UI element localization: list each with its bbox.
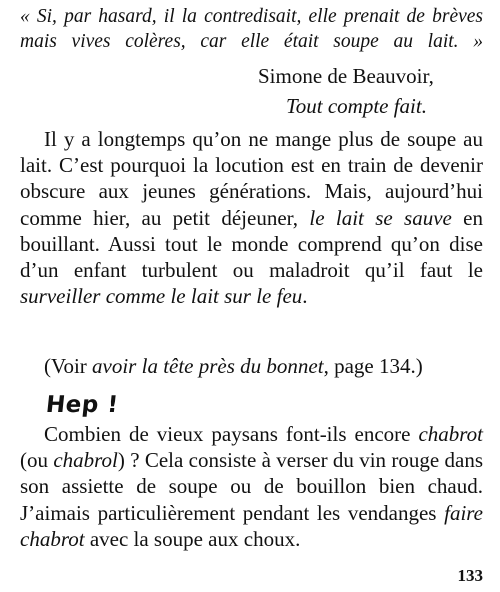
page-number: 133 bbox=[457, 566, 483, 585]
see-also-open: (Voir bbox=[44, 354, 93, 378]
paragraph-text: avec la soupe aux choux. bbox=[84, 526, 301, 551]
paragraph-text: ) ? Cela consiste à verser du vin rouge dans son assiette de soupe ou de bouillon bien chaud. J’aimais particulièrement pendant les vendanges bbox=[20, 448, 484, 525]
epigraph-quote: « Si, par hasard, il la contredisait, elle prenait de brèves mais vives colères, car elle était soupe au lait. » bbox=[20, 6, 483, 52]
epigraph-work: Tout compte fait. bbox=[286, 94, 427, 118]
paragraph-text: en bouillant. Aussi tout le monde comprend qu’on dise d’un enfant turbulent ou maladroit qu’il faut le bbox=[20, 205, 483, 283]
paragraph-soupe-au-lait bbox=[20, 126, 483, 309]
paragraph-text: (ou bbox=[20, 448, 54, 473]
italic-term: chabrol bbox=[53, 448, 118, 473]
see-also-reference bbox=[44, 353, 484, 379]
see-also-title: avoir la tête près du bonnet bbox=[92, 354, 324, 378]
italic-phrase: le lait se sauve bbox=[309, 205, 452, 230]
paragraph-text: Combien de vieux paysans font-ils encore bbox=[44, 422, 419, 446]
italic-phrase: surveiller comme le lait sur le feu bbox=[20, 284, 303, 309]
section-heading: Hep ! bbox=[44, 392, 120, 418]
see-also-close: , page 134.) bbox=[323, 354, 423, 378]
italic-phrase: faire chabrot bbox=[20, 500, 483, 551]
italic-term: chabrot bbox=[418, 422, 483, 446]
paragraph-chabrot bbox=[20, 421, 483, 552]
paragraph-text: . bbox=[302, 284, 308, 309]
epigraph-author: Simone de Beauvoir, bbox=[258, 64, 434, 88]
paragraph-text: Il y a longtemps qu’on ne mange plus de soupe au lait. C’est pourquoi la locution est en train de devenir obscure aux jeunes générations. Mais, aujourd’hui comme hier, au petit déjeuner, bbox=[20, 127, 483, 230]
